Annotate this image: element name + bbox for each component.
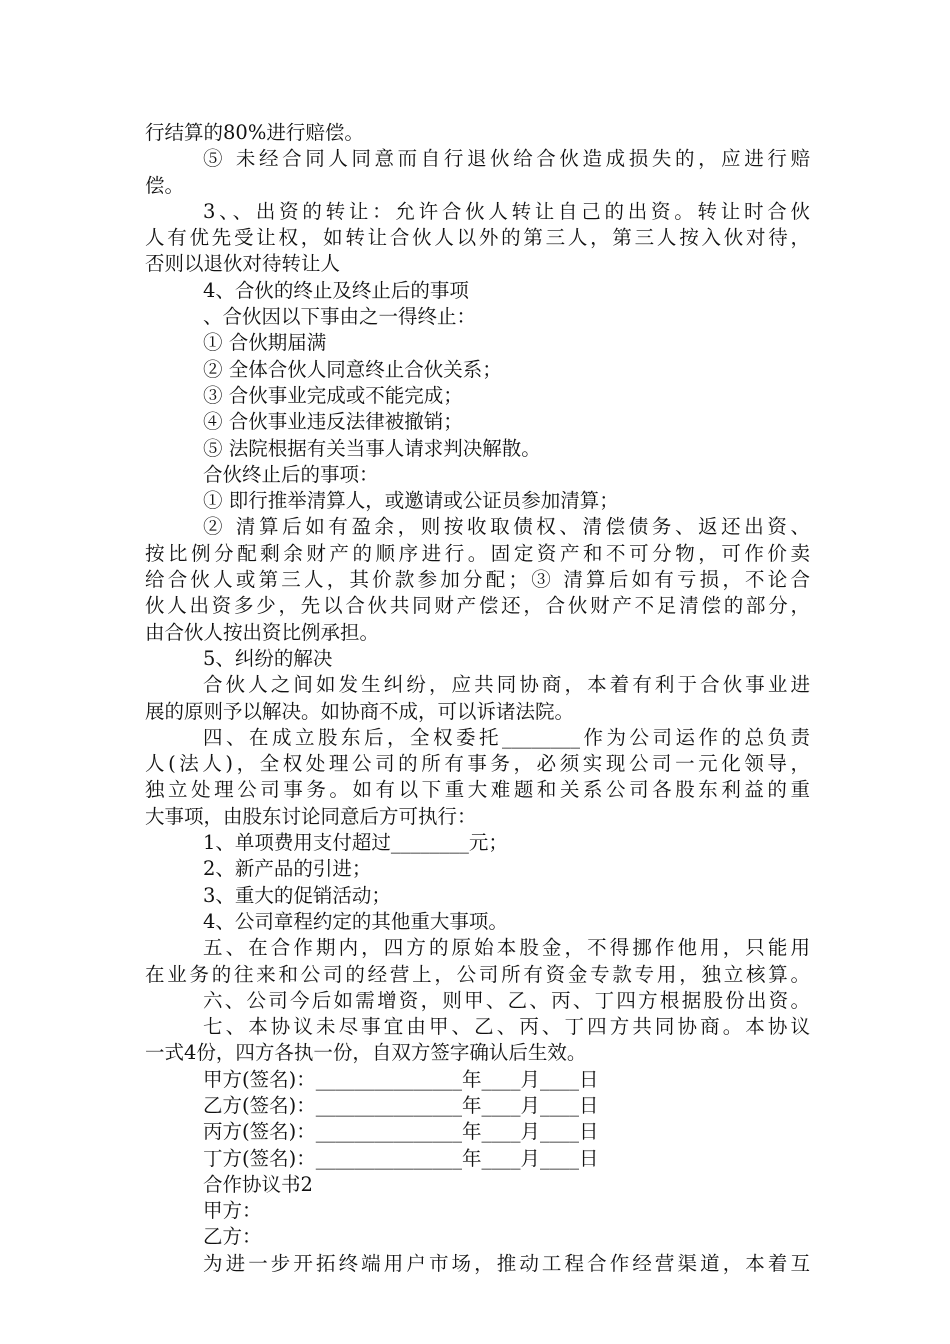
text-line: 四、在成立股东后，全权委托________作为公司运作的总负责	[203, 725, 810, 749]
text-line: 由合伙人按出资比例承担。	[145, 620, 380, 644]
text-line: ③ 合伙事业完成或不能完成；	[203, 383, 463, 407]
text-line: ② 全体合伙人同意终止合伙关系；	[203, 357, 502, 381]
text-line: 1、单项费用支付超过________元；	[203, 831, 508, 855]
text-line: 独立处理公司事务。如有以下重大难题和关系公司各股东利益的重	[145, 778, 810, 802]
text-line: 七、本协议未尽事宜由甲、乙、丙、丁四方共同协商。本协议	[203, 1015, 810, 1039]
text-line: 甲方：	[203, 1199, 262, 1223]
text-line: 5、纠纷的解决	[203, 646, 333, 670]
text-line: 合作协议书2	[203, 1172, 313, 1196]
text-line: 在业务的往来和公司的经营上，公司所有资金专款专用，独立核算。	[145, 962, 810, 986]
text-line: 一式4份，四方各执一份，自双方签字确认后生效。	[145, 1041, 587, 1065]
text-line: 人(法人)，全权处理公司的所有事务，必须实现公司一元化领导，	[145, 752, 810, 776]
text-line: ④ 合伙事业违反法律被撤销；	[203, 410, 463, 434]
text-line: 展的原则予以解决。如协商不成，可以诉诸法院。	[145, 699, 575, 723]
text-line: 行结算的80%进行赔偿。	[145, 121, 364, 144]
text-line: 乙方：	[203, 1225, 262, 1249]
text-line: 3、、出资的转让：允许合伙人转让自己的出资。转让时合伙	[203, 199, 810, 223]
text-line: 丁方(签名)：_______________年____月____日	[203, 1146, 599, 1170]
text-line: 偿。	[145, 173, 185, 197]
text-line: 六、公司今后如需增资，则甲、乙、丙、丁四方根据股份出资。	[203, 988, 810, 1012]
text-line: 人有优先受让权，如转让合伙人以外的第三人，第三人按入伙对待，	[145, 226, 810, 250]
text-line: ① 合伙期届满	[203, 331, 327, 355]
text-line: ② 清算后如有盈余，则按收取债权、清偿债务、返还出资、	[203, 515, 810, 539]
text-line: 4、合伙的终止及终止后的事项	[203, 278, 469, 302]
text-line: 、合伙因以下事由之一得终止：	[203, 305, 477, 329]
text-line: 为进一步开拓终端用户市场，推动工程合作经营渠道，本着互	[203, 1251, 810, 1275]
text-line: 合伙人之间如发生纠纷，应共同协商，本着有利于合伙事业进	[203, 673, 810, 697]
text-line: 大事项，由股东讨论同意后方可执行：	[145, 804, 477, 828]
text-line: 2、新产品的引进；	[203, 857, 372, 881]
document-body	[145, 120, 810, 1277]
text-line: 按比例分配剩余财产的顺序进行。固定资产和不可分物，可作价卖	[145, 541, 810, 565]
text-line: 伙人出资多少，先以合伙共同财产偿还，合伙财产不足清偿的部分，	[145, 594, 810, 618]
text-line: 甲方(签名)：_______________年____月____日	[203, 1067, 599, 1091]
text-line: ⑤ 法院根据有关当事人请求判决解散。	[203, 436, 541, 460]
text-line: 合伙终止后的事项：	[203, 462, 379, 486]
text-line: 给合伙人或第三人，其价款参加分配；③ 清算后如有亏损，不论合	[145, 568, 810, 592]
text-line: ① 即行推举清算人，或邀请或公证员参加清算；	[203, 489, 619, 513]
text-line: 丙方(签名)：_______________年____月____日	[203, 1120, 599, 1144]
text-line: 五、在合作期内，四方的原始本股金，不得挪作他用，只能用	[203, 936, 810, 960]
text-line: 乙方(签名)：_______________年____月____日	[203, 1093, 599, 1117]
text-line: 4、公司章程约定的其他重大事项。	[203, 909, 508, 933]
text-line: 否则以退伙对待转让人	[145, 252, 341, 276]
text-line: 3、重大的促销活动；	[203, 883, 391, 907]
text-line: ⑤ 未经合同人同意而自行退伙给合伙造成损失的，应进行赔	[203, 147, 810, 171]
